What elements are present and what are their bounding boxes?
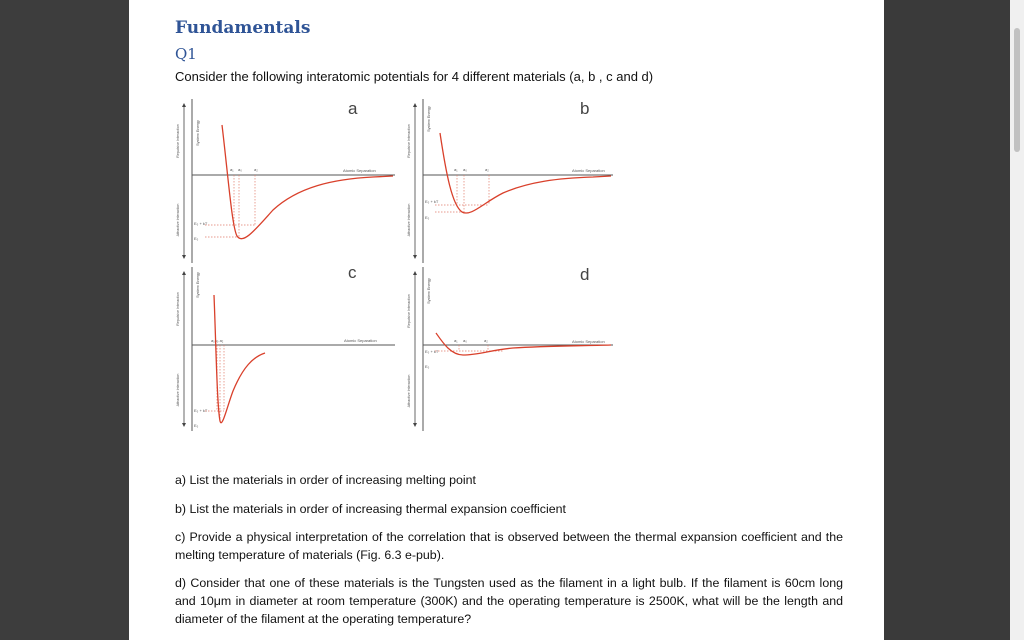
plot-b-atomic-separation-label: Atomic Separation xyxy=(572,168,605,173)
plot-d-e0kt-label: E₀ + kT xyxy=(425,349,439,354)
plot-a-e0-label: E₀ xyxy=(194,236,199,241)
plot-c-curve xyxy=(214,295,265,423)
plot-a-attractive-label: Attractive Interaction xyxy=(176,203,180,237)
plot-b-curve xyxy=(440,133,611,213)
plot-a-e0kt-label: E₀ + kT xyxy=(194,221,208,226)
plot-b-a1-label: a₁ xyxy=(454,167,458,172)
plot-b-a0-label: a₀ xyxy=(463,167,467,172)
plot-d-letter: d xyxy=(580,265,590,284)
plot-d-attractive-label: Attractive Interaction xyxy=(407,374,411,408)
plot-a xyxy=(173,95,395,263)
plot-c-system-energy-label: System Energy xyxy=(196,272,200,298)
plot-d-repulsive-label: Repulsive Interaction xyxy=(407,294,411,328)
question-c: c) Provide a physical interpretation of the correlation that is observed between the thermal expansion coefficient and the melting temperature of materials (Fig. 6.3 e-pub). xyxy=(175,530,843,562)
plot-c xyxy=(176,263,395,431)
plot-c-e0-label: E₀ xyxy=(194,423,199,428)
plot-b-letter: b xyxy=(580,99,590,118)
document-page xyxy=(129,0,884,640)
plot-d-curve xyxy=(436,333,611,355)
plot-c-e0kt-label: E₀ + kT xyxy=(194,408,208,413)
plot-b-repulsive-label: Repulsive Interaction xyxy=(407,124,411,158)
intro-text: Consider the following interatomic potentials for 4 different materials (a, b , c and d) xyxy=(175,69,654,84)
plot-a-system-energy-label: System Energy xyxy=(196,120,200,146)
plot-a-a0-label: a₀ xyxy=(238,167,242,172)
right-gutter xyxy=(884,0,1024,640)
plot-b-e0-label: E₀ xyxy=(425,215,430,220)
plot-c-letter: c xyxy=(348,263,357,282)
heading-fundamentals: Fundamentals xyxy=(175,18,311,38)
question-a: a) List the materials in order of increasing melting point xyxy=(175,473,476,487)
plot-d-e0-label: E₀ xyxy=(425,364,430,369)
plot-a-curve xyxy=(222,125,393,239)
plot-d-a2-label: a₂ xyxy=(484,338,488,343)
plot-a-repulsive-label: Repulsive Interaction xyxy=(176,124,180,158)
question-b: b) List the materials in order of increasing thermal expansion coefficient xyxy=(175,502,566,516)
plot-a-a2-label: a₂ xyxy=(254,167,258,172)
plot-c-attractive-label: Attractive Interaction xyxy=(176,373,180,407)
plot-b-attractive-label: Attractive Interaction xyxy=(407,203,411,237)
plot-c-a-labels: a₁a₀ a₂ xyxy=(211,338,224,343)
plot-c-repulsive-label: Repulsive Interaction xyxy=(176,292,180,326)
plot-b-system-energy-label: System Energy xyxy=(427,106,431,132)
plot-a-a1-label: a₁ xyxy=(230,167,234,172)
plot-c-atomic-separation-label: Atomic Separation xyxy=(344,338,377,343)
question-d: d) Consider that one of these materials is the Tungsten used as the filament in a light bulb. If the filament is 60cm long and 10μm in diameter at room temperature (300K) and the operating temperature is 2500K, what will be the length and diameter of the filament at the operating temperature? xyxy=(175,576,843,626)
plot-b-a2-label: a₂ xyxy=(485,167,489,172)
plot-d-system-energy-label: System Energy xyxy=(427,278,431,304)
heading-q1: Q1 xyxy=(175,45,197,63)
plot-b xyxy=(407,99,613,263)
left-gutter xyxy=(0,0,129,640)
plot-d xyxy=(407,265,613,431)
plot-d-a0-label: a₀ xyxy=(463,338,467,343)
potentials-figure xyxy=(173,95,613,435)
plot-a-atomic-separation-label: Atomic Separation xyxy=(343,168,376,173)
scrollbar-thumb[interactable] xyxy=(1014,28,1020,152)
plot-b-e0kt-label: E₀ + kT xyxy=(425,199,439,204)
plot-d-a1-label: a₁ xyxy=(454,338,458,343)
plot-a-letter: a xyxy=(348,99,358,118)
plot-d-atomic-separation-label: Atomic Separation xyxy=(572,339,605,344)
